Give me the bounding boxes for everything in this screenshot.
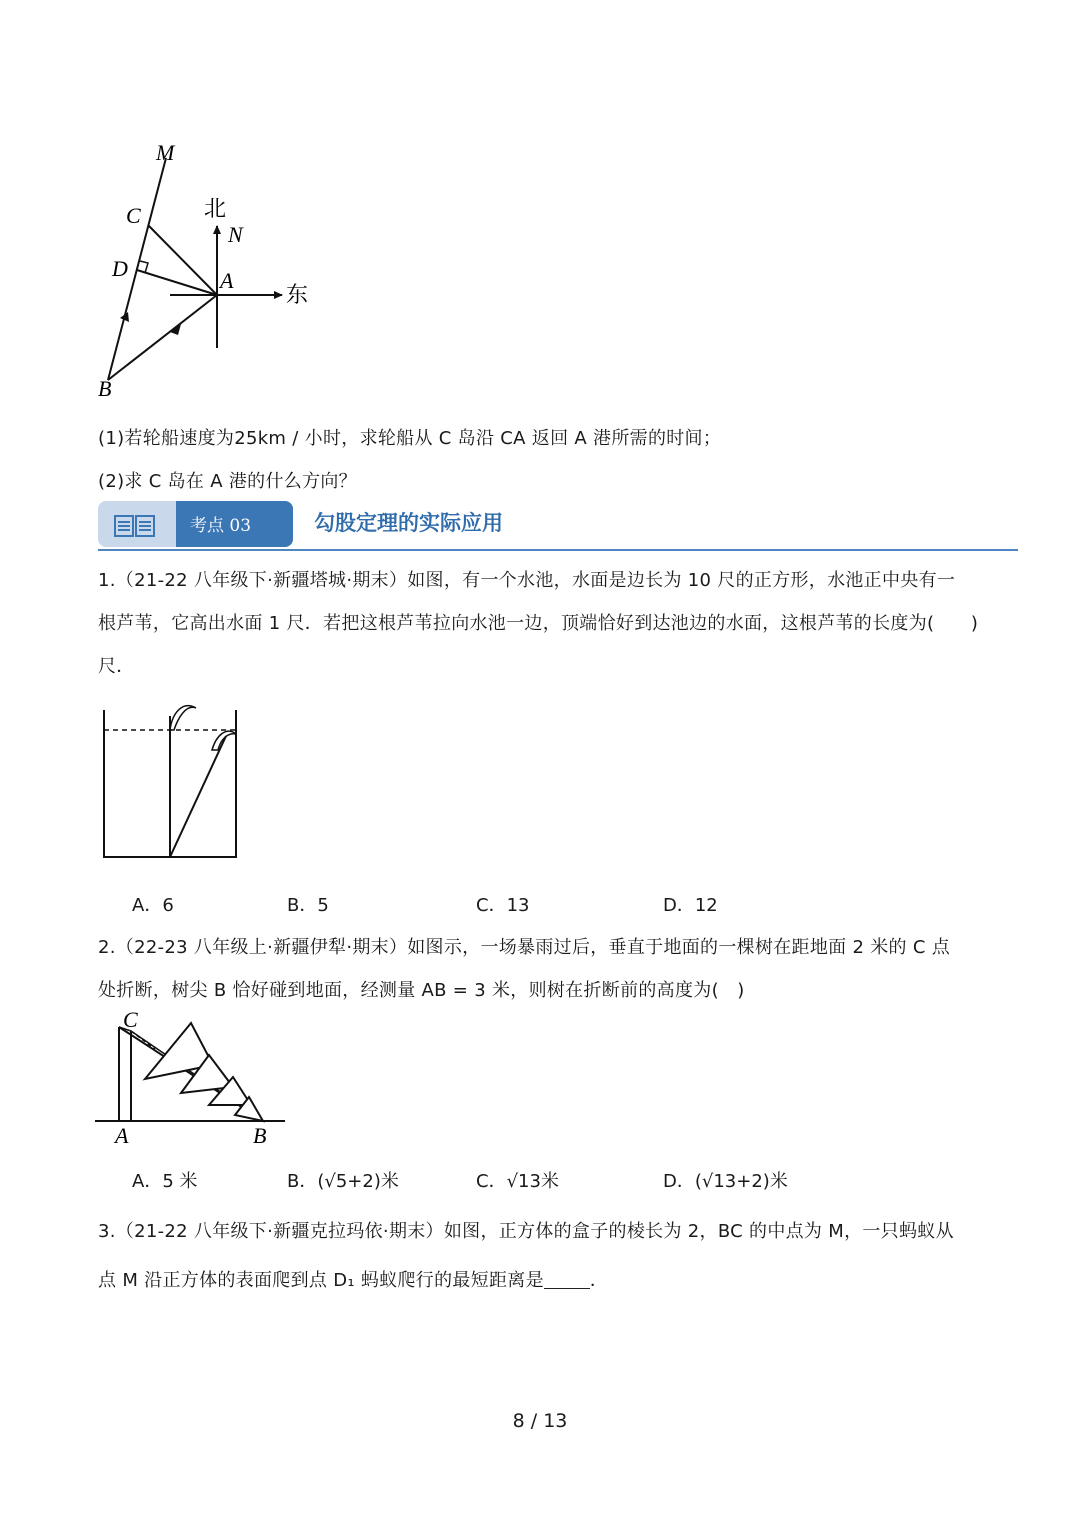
prev-question-part1: (1)若轮船速度为25km / 小时，求轮船从 C 岛沿 CA 返回 A 港所需的时间； <box>98 428 722 449</box>
prev-question-part2: (2)求 C 岛在 A 港的什么方向？ <box>98 471 357 492</box>
figure-direction-diagram <box>90 130 330 405</box>
label-m: M <box>156 140 175 165</box>
section-banner <box>98 499 1018 554</box>
label-a: A <box>220 268 234 293</box>
question1-line1: 1.（21-22 八年级下·新疆塔城·期末）如图，有一个水池，水面是边长为 10 尺的正方形，水池正中央有一 <box>98 570 956 591</box>
question3-line2 <box>98 1266 608 1292</box>
line-ba <box>108 295 217 380</box>
section-tag-label: 考点 03 <box>190 516 252 536</box>
question3-line1: 3.（21-22 八年级下·新疆克拉玛依·期末）如图，正方体的盒子的棱长为 2，BC 的中点为 M，一只蚂蚁从 <box>98 1221 954 1242</box>
page-number: 8 / 13 <box>512 1410 568 1432</box>
question1-option-b[interactable]: B．5 <box>287 895 329 916</box>
question3-line2-end: ． <box>589 1270 609 1291</box>
question2-option-b[interactable]: B．(√5+2)米 <box>287 1171 399 1192</box>
label-north: 北 <box>204 196 227 221</box>
label-east: 东 <box>286 282 309 307</box>
label-c-tree: C <box>123 1007 138 1032</box>
question1-line3: 尺． <box>98 656 135 677</box>
figure-pond-reed <box>98 690 248 862</box>
figure-broken-tree <box>95 1005 290 1147</box>
list-icon <box>114 515 156 537</box>
label-b: B <box>98 376 112 401</box>
label-c: C <box>126 203 141 228</box>
label-n: N <box>228 222 243 247</box>
section-title: 勾股定理的实际应用 <box>314 511 503 535</box>
question2-option-c[interactable]: C．√13米 <box>476 1171 559 1192</box>
question1-line2: 根芦苇，它高出水面 1 尺．若把这根芦苇拉向水池一边，顶端恰好到达池边的水面，这根芦苇的长度为( ) <box>98 613 979 634</box>
question1-option-c[interactable]: C．13 <box>476 895 530 916</box>
label-b-tree: B <box>253 1123 267 1147</box>
question2-option-d[interactable]: D．(√13+2)米 <box>663 1171 788 1192</box>
label-a-tree: A <box>115 1123 129 1147</box>
label-d: D <box>112 256 128 281</box>
question3-line2-text: 点 M 沿正方体的表面爬到点 D₁ 蚂蚁爬行的最短距离是 <box>98 1270 544 1291</box>
answer-blank[interactable] <box>544 1270 590 1289</box>
question2-option-a[interactable]: A．5 米 <box>132 1171 198 1192</box>
question2-line2: 处折断，树尖 B 恰好碰到地面，经测量 AB = 3 米，则树在折断前的高度为( ) <box>98 980 745 1001</box>
question1-option-a[interactable]: A．6 <box>132 895 174 916</box>
question2-line1: 2.（22-23 八年级上·新疆伊犁·期末）如图示，一场暴雨过后，垂直于地面的一棵树在距地面 2 米的 C 点 <box>98 937 951 958</box>
question1-option-d[interactable]: D．12 <box>663 895 718 916</box>
section-divider <box>98 549 1018 551</box>
